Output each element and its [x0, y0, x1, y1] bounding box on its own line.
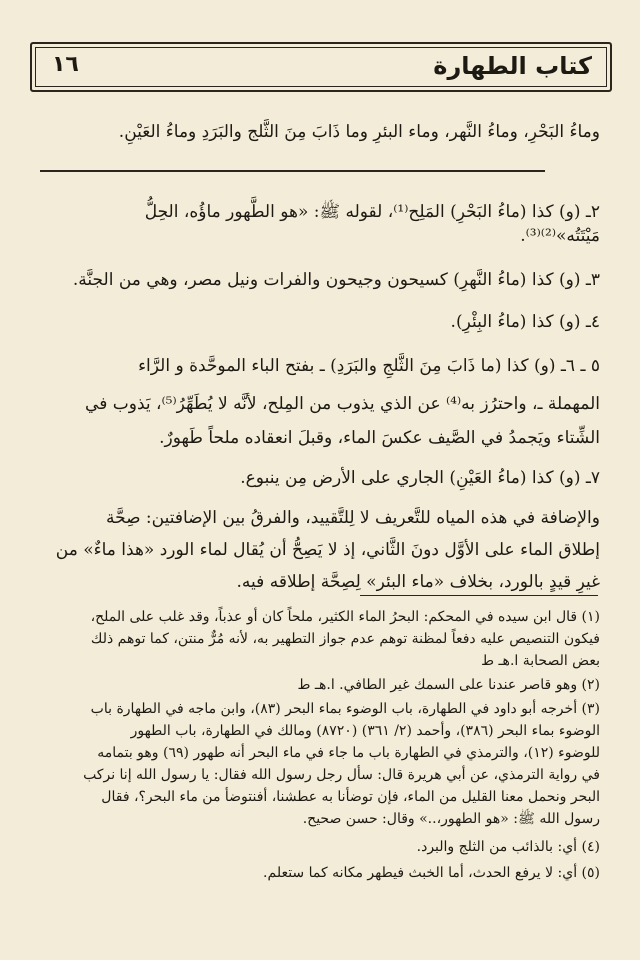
running-header [30, 42, 612, 92]
footnote-line: فيكون التنصيص عليه دفعاً لمظنة توهم عدم جواز التطهير به، لأنه مُرٌّ منتن، كما توهم ذلك [90, 631, 600, 647]
running-title: كتاب الطهارة [433, 52, 592, 80]
footnote-line: الوضوء بماء البحر (٣٨٦)، وأحمد (٢/ ٣٦١) (٨٧٢٠) ومالك في الطهارة، باب الطهور [130, 723, 600, 739]
body-line: غيرِ قيدٍ بالورد، بخلاف «ماء البئر» لِصِحَّة إطلاقه فيه. [236, 572, 600, 592]
footnote-line: (٢) وهو قاصر عندنا على السمك غير الطافي. ا.هـ ط [297, 677, 600, 693]
footnote-divider [360, 595, 598, 596]
footnote-line: بعض الصحابة ا.هـ ط [481, 653, 600, 669]
footnote-line: (٣) أخرجه أبو داود في الطهارة، باب الوضوء بماء البحر (٨٣)، وابن ماجه في الطهارة باب [90, 701, 600, 717]
body-line: المهملة ـ، واحترُز به⁽⁴⁾ عن الذي يذوب من المِلح، لأنَّه لا يُطَهِّرُ⁽⁵⁾، يَذوب في [85, 394, 600, 414]
footnote-line: (١) قال ابن سيده في المحكم: البحرُ الماء الكثير، ملحاً كان أو عذباً، وقد غلب على الملح، [90, 609, 600, 625]
body-line: ٧ـ (و) كذا (ماءُ العَيْنِ) الجاري على الأرض مِن ينبوع. [240, 468, 600, 488]
footnote-line: في رواية الترمذي، عن أبي هريرة قال: سأل رجل رسول الله فقال: يا رسول الله إنا نركب [83, 767, 600, 783]
section-divider [40, 170, 545, 172]
body-line: الشِّتاء ويَجمدُ في الصَّيف عكسَ الماء، وقبلَ انعقاده ملحاً طَهورٌ. [159, 428, 600, 448]
intro-line: وماءُ البَحْرِ، وماءُ النَّهر، وماء البئرِ وما ذَابَ مِنَ الثَّلج والبَرَدِ وماءُ العَيْنِ. [118, 122, 600, 142]
footnote-line: للوضوء (١٢)، والترمذي في الطهارة باب ما جاء في ماء البحر أنه طهور (٦٩) وهو بتمامه [97, 745, 600, 761]
body-line: والإضافة في هذه المياه للتَّعريف لا لِلتَّقييد، والفرقُ بين الإضافتين: صِحَّة [105, 508, 600, 528]
footnote-line: البحر ونحمل معنا القليل من الماء، فإن توضأنا به عطشنا، أفنتوضأ من ماء البحر؟، فقال [101, 789, 600, 805]
body-line: ٣ـ (و) كذا (ماءُ النَّهرِ) كسيحون وجيحون والفرات ونيل مصر، وهي من الجنَّة. [72, 270, 600, 290]
body-line: ٤ـ (و) كذا (ماءُ البِئْرِ). [450, 312, 600, 332]
body-line: ٢ـ (و) كذا (ماءُ البَحْرِ) المَلِح⁽¹⁾، لقوله ﷺ: «هو الطَّهور ماؤُه، الحِلُّ [144, 202, 600, 222]
body-line: مَيْتَتُه»⁽²⁾⁽³⁾. [520, 226, 600, 246]
footnote-line: (٥) أي: لا يرفع الحدث، أما الخبث فيطهر مكانه كما ستعلم. [263, 865, 600, 881]
body-line: ٥ ـ ٦ـ (و) كذا (ما ذَابَ مِنَ الثَّلجِ والبَرَدِ) ـ بفتح الباء الموحَّدة و الرَّاء [138, 356, 600, 376]
body-line: إطلاق الماء على الأوَّل دونَ الثَّاني، إذ لا يَصِحُّ أن يُقال لماء الورد «هذا ماءٌ» من [55, 540, 600, 560]
footnote-line: رسول الله ﷺ: «هو الطهور،..» وقال: حسن صحيح. [302, 811, 600, 827]
page-number: ١٦ [52, 52, 79, 77]
footnote-line: (٤) أي: بالذائب من الثلج والبرد. [416, 839, 600, 855]
